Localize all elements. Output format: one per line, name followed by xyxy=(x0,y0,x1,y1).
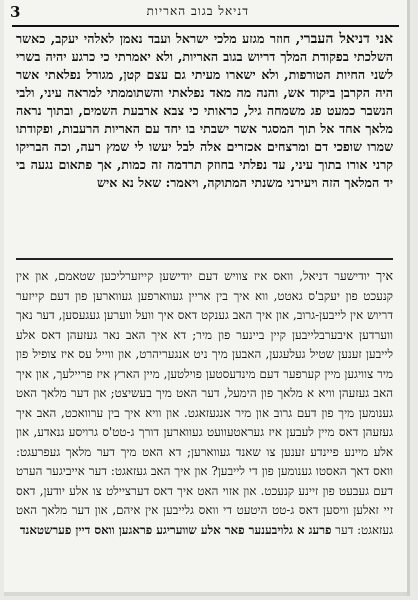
yiddish-body-text: יודישער דניאל, וואס איז צוויש דעם יודישען קייזערליכען שטאמם, און אין קנעכט פון יעקב'ס גאטט, ווא איך בין אריין געווארפען געווארען פון דעם קייזער דריוש אין לייבען-גרוב, און איך האב גענקט דאס איך וועל ווערען געגעסען, דער נאך ווערדען איבערבלייבען קיין ביינער פון מיר; דא איך האב נאר געזעהן דאס אלע לייבען זענען שטיל געלעגען, האבען מיך ניט אנגעריהרט, און ווייל עס איז צופיל פון מיר צוויגען מיין קערפער דעם מינדעסטען פוילטען, מיין הארץ איז פריילעך, און איך האב געזעהן וויא א מלאך פון הימעל, דער האט מיך בעשיצט; און דער מלאך האט גענומען מיך פון דעם גרוב און מיר אנגעזאגט. און וויא איך בין ערוואכט, האב איך געזעהן דאס מיין לעבען איז געראטעוועט געווארען דורך ג-טט'ס גרויסע גנאדע, און אלע מיינע פיינדע זענען צו שאנד געווארען; דא האט מיך דער מלאך געפרעגט: וואס דאך האסטו גענומען פון די לייבען? און איך האב געזאגט: דער אייביגער הערט דעם געבעט פון זיינע קנעכט. און אזוי האט איך דאס דערציילט צו אלע יודען, דאס זיי זאלען וויסען דאס ג-טט היטעט די וואס גלייבען אין איהם, און דער מלאך האט געזאגט: דער xyxy=(16,269,393,537)
yiddish-bold-closing: פרעג א גלויבענער פאר אלע שוועריגע פראגען וואס דיין פערשטאנד xyxy=(19,522,332,537)
header-rule xyxy=(12,25,399,27)
book-page xyxy=(4,0,410,596)
yiddish-lead-word: איך xyxy=(375,268,393,283)
page-header xyxy=(10,4,399,24)
hebrew-paragraph xyxy=(16,30,393,262)
hebrew-closing-words: שאל נא איש xyxy=(97,175,162,190)
hebrew-lead-words: אני דניאל העברי xyxy=(300,31,393,47)
yiddish-paragraph xyxy=(16,266,393,584)
running-title: דניאל בגוב האריות xyxy=(146,4,249,18)
section-divider xyxy=(16,258,393,260)
page-bottom-edge xyxy=(4,592,407,596)
page-number: 3 xyxy=(10,3,21,21)
hebrew-body-text: , חוזר מגזע מלכי ישראל ועבד נאמן לאלהי יעקב, כאשר השלכתי בפקודת המלך דריוש בגוב האריות, ולא יאמרתי כי כרגע יהיה בשרי לשני החיות הטורפות, ולא ישארו מעיתי גם עצם קטן, מגורל נפלאתי אשר היה הקרבן ביקוד אש, והנה מה מאד נפלאתי והשתוממתי למראה עיני, ולבי הנשבר כמעט פג משמחה גיל, כראותי כי צבא ארבעת השמים, ובתוך נראה מלאך אחד אל תוך המסגר אשר ישבתי בו יחד עם האריות הרעבות, ופקודתו שמרו שופכי דם ומרצחים אכזרים אלה לבל יעשו לי שמץ רעה, וכה הבריקו קרני אורו בתוך עיני, עד נפלתי בחוזק תרדמה זה כמות, אך פתאום נגעה בי יד המלאך הזה ויעירני משנתי המתוקה, ויאמר: xyxy=(16,31,393,190)
